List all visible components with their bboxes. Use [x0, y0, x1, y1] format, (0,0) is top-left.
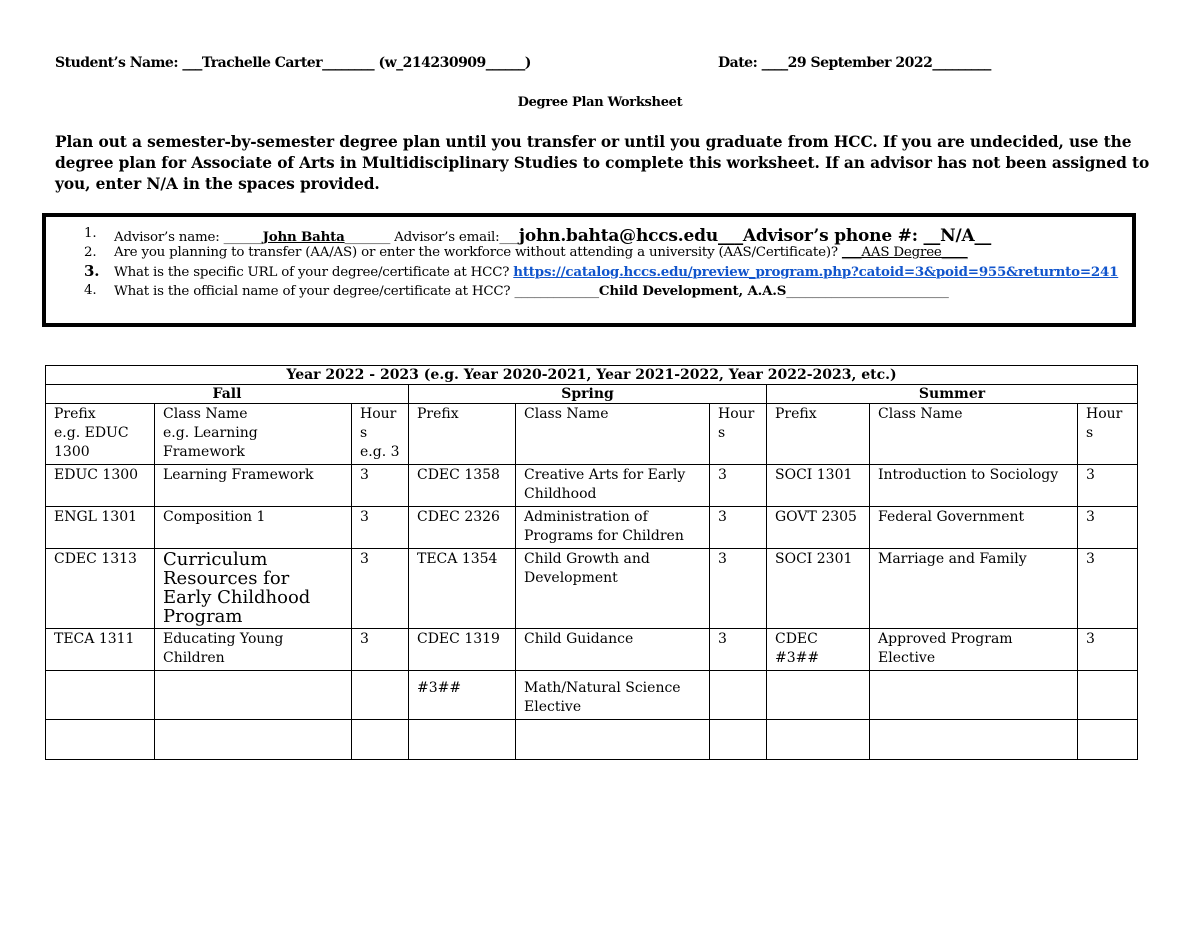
spring-hours	[710, 671, 767, 720]
advisor-phone-tail: __	[974, 226, 992, 246]
summer-class-name: Marriage and Family	[870, 549, 1078, 629]
spring-hours: 3	[710, 507, 767, 549]
term-fall: Fall	[46, 385, 409, 404]
question-2	[84, 245, 1134, 264]
summer-class-name	[870, 720, 1078, 760]
page-title: Degree Plan Worksheet	[517, 95, 683, 110]
fall-class-header: Class Name e.g. Learning Framework	[155, 404, 352, 465]
summer-prefix-header: Prefix	[767, 404, 870, 465]
summer-class-name	[870, 671, 1078, 720]
summer-hours: 3	[1078, 549, 1138, 629]
spring-class-name: Child Guidance	[516, 629, 710, 671]
fall-class-name: Curriculum Resources for Early Childhood Program	[155, 549, 352, 629]
table-row	[46, 671, 1138, 720]
table-row	[46, 465, 1138, 507]
spring-class-name: Math/Natural Science Elective	[516, 671, 710, 720]
spring-class-name: Administration of Programs for Children	[516, 507, 710, 549]
summer-hours: 3	[1078, 465, 1138, 507]
instructions-paragraph: Plan out a semester-by-semester degree plan until you transfer or until you graduate from HCC. If you are undecided, use the degree plan for Associate of Arts in Multidisciplinary Studies to complete this worksheet. If an advisor has not been assigned to you, enter N/A in the spaces provided.	[55, 133, 1150, 193]
date-line: Date: ____29 September 2022_________	[718, 55, 991, 71]
spring-class-name: Creative Arts for Early Childhood	[516, 465, 710, 507]
summer-class-header: Class Name	[870, 404, 1078, 465]
fall-hours: 3	[352, 549, 409, 629]
student-name-line: Student’s Name: ___Trachelle Carter________ (w_214230909______)	[55, 55, 531, 71]
fall-hours: 3	[352, 465, 409, 507]
term-spring: Spring	[409, 385, 767, 404]
fall-hours	[352, 720, 409, 760]
question-3-text: What is the specific URL of your degree/certificate at HCC?	[114, 265, 514, 280]
degree-type-answer: ___AAS Degree____	[841, 245, 968, 260]
fall-hours: 3	[352, 507, 409, 549]
fall-class-name	[155, 671, 352, 720]
summer-prefix: GOVT 2305	[767, 507, 870, 549]
year-title: Year 2022 - 2023 (e.g. Year 2020-2021, Year 2021-2022, Year 2022-2023, etc.)	[46, 366, 1138, 385]
question-number: 1.	[84, 226, 97, 241]
question-1	[84, 226, 1134, 245]
question-number: 2.	[84, 245, 97, 260]
questions-list	[84, 226, 1134, 302]
fall-hours: 3	[352, 629, 409, 671]
fall-hours	[352, 671, 409, 720]
spring-hours: 3	[710, 629, 767, 671]
spring-class-name: Child Growth and Development	[516, 549, 710, 629]
degree-name-tail: _________________________	[786, 284, 949, 299]
summer-class-name: Introduction to Sociology	[870, 465, 1078, 507]
advisor-name-value: John Bahta	[262, 229, 345, 245]
advisor-name-label: Advisor’s name: ______	[114, 230, 263, 245]
spring-class-name	[516, 720, 710, 760]
fall-class-name: Composition 1	[155, 507, 352, 549]
question-4-text: What is the official name of your degree/certificate at HCC? _____________	[114, 284, 599, 299]
fall-class-name	[155, 720, 352, 760]
fall-prefix	[46, 720, 155, 760]
header-line	[55, 55, 1155, 75]
fall-prefix: CDEC 1313	[46, 549, 155, 629]
question-2-text: Are you planning to transfer (AA/AS) or enter the workforce without attending a university (AAS/Certificate)?	[114, 245, 842, 260]
advisor-email-label: Advisor’s email:___	[394, 230, 519, 245]
spring-prefix: CDEC 1358	[409, 465, 516, 507]
fall-prefix	[46, 671, 155, 720]
spring-prefix: CDEC 2326	[409, 507, 516, 549]
fall-class-name: Learning Framework	[155, 465, 352, 507]
spring-hours	[710, 720, 767, 760]
spring-prefix	[409, 720, 516, 760]
spring-hours-header: Hour s	[710, 404, 767, 465]
question-number: 3.	[84, 262, 100, 280]
table-row	[46, 549, 1138, 629]
table-row	[46, 629, 1138, 671]
fall-prefix: TECA 1311	[46, 629, 155, 671]
degree-name-answer: Child Development, A.A.S	[598, 283, 787, 299]
summer-prefix: CDEC #3##	[767, 629, 870, 671]
advisor-phone-value: N/A	[940, 226, 975, 246]
questions-box	[42, 213, 1136, 327]
fall-class-name: Educating Young Children	[155, 629, 352, 671]
summer-class-name: Approved Program Elective	[870, 629, 1078, 671]
degree-plan-table	[45, 365, 1138, 760]
spring-prefix: #3##	[409, 671, 516, 720]
spring-prefix-header: Prefix	[409, 404, 516, 465]
degree-url-link[interactable]: https://catalog.hccs.edu/preview_program.php?catoid=3&poid=955&returnto=241	[513, 264, 1119, 280]
summer-prefix: SOCI 1301	[767, 465, 870, 507]
advisor-phone-label: ___Advisor’s phone #: __	[717, 226, 941, 246]
summer-hours: 3	[1078, 507, 1138, 549]
spring-hours: 3	[710, 465, 767, 507]
term-summer: Summer	[767, 385, 1138, 404]
question-3	[84, 264, 1134, 283]
question-4	[84, 283, 1134, 302]
summer-hours	[1078, 671, 1138, 720]
summer-prefix	[767, 671, 870, 720]
column-header-row	[46, 404, 1138, 465]
advisor-email-value: john.bahta@hccs.edu	[518, 226, 718, 246]
summer-prefix	[767, 720, 870, 760]
spring-class-header: Class Name	[516, 404, 710, 465]
summer-prefix: SOCI 2301	[767, 549, 870, 629]
table-row	[46, 720, 1138, 760]
summer-class-name: Federal Government	[870, 507, 1078, 549]
summer-hours	[1078, 720, 1138, 760]
summer-hours-header: Hour s	[1078, 404, 1138, 465]
question-number: 4.	[84, 283, 97, 298]
spring-hours: 3	[710, 549, 767, 629]
fall-hours-header: Hour s e.g. 3	[352, 404, 409, 465]
table-row	[46, 507, 1138, 549]
summer-hours: 3	[1078, 629, 1138, 671]
fall-prefix-header: Prefix e.g. EDUC 1300	[46, 404, 155, 465]
fall-prefix: EDUC 1300	[46, 465, 155, 507]
spring-prefix: TECA 1354	[409, 549, 516, 629]
fall-prefix: ENGL 1301	[46, 507, 155, 549]
advisor-name-tail: _______	[344, 230, 395, 245]
spring-prefix: CDEC 1319	[409, 629, 516, 671]
